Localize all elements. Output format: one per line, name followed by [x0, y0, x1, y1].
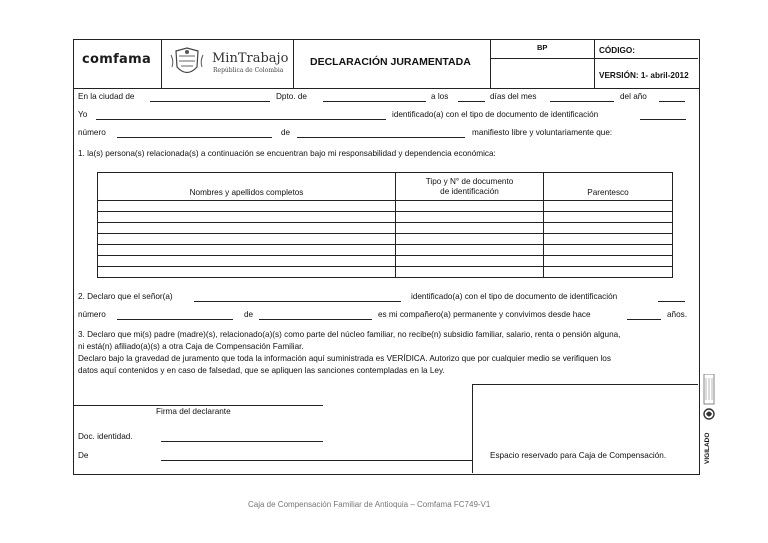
parentesco-cell[interactable] — [544, 212, 673, 223]
documento-cell[interactable] — [396, 212, 544, 223]
item-2-companero: es mi compañero(a) permanente y convivimos desde hace — [378, 310, 591, 319]
table-row — [98, 223, 673, 234]
header-divider — [73, 88, 699, 89]
document-title: DECLARACIÓN JURAMENTADA — [310, 56, 471, 68]
documento-cell[interactable] — [396, 267, 544, 278]
documento-cell[interactable] — [396, 245, 544, 256]
yo-label: Yo — [78, 110, 88, 119]
header-col-1 — [161, 39, 162, 88]
expedicion-field[interactable] — [297, 137, 465, 138]
parentesco-cell[interactable] — [544, 234, 673, 245]
item-3-line-4: datos aquí contenidos y en caso de falsedad, que se apliquen las sanciones contempladas en la Ley. — [78, 366, 445, 375]
firma-field[interactable] — [73, 405, 323, 406]
vigilado-mark: VIGILADO — [704, 432, 711, 464]
codigo-label: CÓDIGO: — [599, 46, 635, 55]
supersubsidio-seal-icon — [702, 374, 716, 424]
col-header-documento: Tipo y N° de documento de identificación — [396, 173, 544, 201]
reserved-space-label: Espacio reservado para Caja de Compensación. — [490, 451, 667, 460]
senor-field[interactable] — [194, 301, 401, 302]
item-3-line-2: ni está(n) afiliado(a)(s) a otra Caja de Compensación Familiar. — [78, 342, 304, 351]
table-row — [98, 267, 673, 278]
documento-cell[interactable] — [396, 256, 544, 267]
dias-mes-label: días del mes — [490, 92, 537, 101]
identificado-label: identificado(a) con el tipo de documento de identificación — [392, 110, 599, 119]
version-label: VERSIÓN: 1- abril-2012 — [599, 71, 689, 80]
parentesco-cell[interactable] — [544, 245, 673, 256]
ciudad-label: En la ciudad de — [78, 92, 135, 101]
item-2-declaro: 2. Declaro que el señor(a) — [78, 292, 173, 301]
dpto-field[interactable] — [323, 101, 426, 102]
header-col-3 — [490, 39, 491, 88]
item-2-numero: número — [78, 310, 106, 319]
item-2-identificado: identificado(a) con el tipo de documento de identificación — [411, 292, 618, 301]
col-header-nombres: Nombres y apellidos completos — [98, 173, 396, 201]
del-ano-label: del año — [620, 92, 647, 101]
parentesco-cell[interactable] — [544, 267, 673, 278]
ciudad-field[interactable] — [150, 101, 270, 102]
doc-identidad-field[interactable] — [161, 441, 323, 442]
numero-label: número — [78, 128, 106, 137]
documento-cell[interactable] — [396, 234, 544, 245]
parentesco-cell[interactable] — [544, 256, 673, 267]
manifiesto-label: manifiesto libre y voluntariamente que: — [472, 128, 613, 137]
nombres-cell[interactable] — [98, 256, 396, 267]
item-3-line-1: 3. Declaro que mi(s) padre (madre)(s), relacionado(a)(s) como parte del núcleo familiar, no recibe(n) subsidio familiar, salario, renta o pensión alguna, — [78, 330, 621, 339]
de-label: de — [281, 128, 291, 137]
nombres-cell[interactable] — [98, 234, 396, 245]
table-row — [98, 256, 673, 267]
mintrabajo-logo: MinTrabajo — [212, 51, 289, 66]
item-3-line-3: Declaro bajo la gravedad de juramento que toda la información aquí suministrada es VERÍDICA. Autorizo que por cualquier medio se verifiquen los — [78, 354, 611, 363]
dependents-table — [97, 172, 673, 278]
table-header-row — [98, 173, 673, 201]
signature-vertical-divider — [472, 384, 473, 473]
table-row — [98, 201, 673, 212]
doc-identidad-label: Doc. identidad. — [78, 432, 133, 441]
header-mid-line — [490, 58, 698, 59]
de-signature-field[interactable] — [161, 460, 472, 461]
nombres-cell[interactable] — [98, 245, 396, 256]
numero-field[interactable] — [117, 137, 272, 138]
parentesco-cell[interactable] — [544, 201, 673, 212]
documento-cell[interactable] — [396, 201, 544, 212]
dpto-label: Dpto. de — [276, 92, 307, 101]
dia-field[interactable] — [458, 101, 485, 102]
table-row — [98, 234, 673, 245]
header-col-4 — [594, 39, 595, 88]
de-signature-label: De — [78, 451, 89, 460]
ano-field[interactable] — [659, 101, 685, 102]
coat-of-arms-icon — [170, 47, 204, 79]
item-2-de: de — [244, 310, 254, 319]
tipo-doc-field[interactable] — [640, 119, 686, 120]
table-row — [98, 245, 673, 256]
bp-label: BP — [537, 43, 548, 52]
item-2-numero-field[interactable] — [117, 319, 233, 320]
anos-field[interactable] — [627, 319, 661, 320]
firma-label: Firma del declarante — [156, 407, 231, 416]
page-footer: Caja de Compensación Familiar de Antioquia – Comfama FC749-V1 — [248, 500, 491, 509]
nombres-cell[interactable] — [98, 267, 396, 278]
mes-field[interactable] — [550, 101, 614, 102]
col-header-parentesco: Parentesco — [544, 173, 673, 201]
item-2-de-field[interactable] — [259, 319, 372, 320]
item-2-tipo-doc-field[interactable] — [658, 301, 685, 302]
item-1-text: 1. la(s) persona(s) relacionada(s) a continuación se encuentran bajo mi responsabilidad y dependencia económica: — [78, 149, 496, 158]
item-2-anos: años. — [667, 310, 688, 319]
a-los-label: a los — [431, 92, 449, 101]
mintrabajo-subtitle: República de Colombia — [213, 67, 284, 74]
nombres-cell[interactable] — [98, 223, 396, 234]
comfama-logo: comfama — [82, 52, 152, 67]
nombres-cell[interactable] — [98, 212, 396, 223]
nombres-cell[interactable] — [98, 201, 396, 212]
table-row — [98, 212, 673, 223]
header-col-2 — [293, 39, 294, 88]
documento-cell[interactable] — [396, 223, 544, 234]
parentesco-cell[interactable] — [544, 223, 673, 234]
nombre-field[interactable] — [96, 119, 386, 120]
signature-section-divider — [472, 384, 698, 385]
